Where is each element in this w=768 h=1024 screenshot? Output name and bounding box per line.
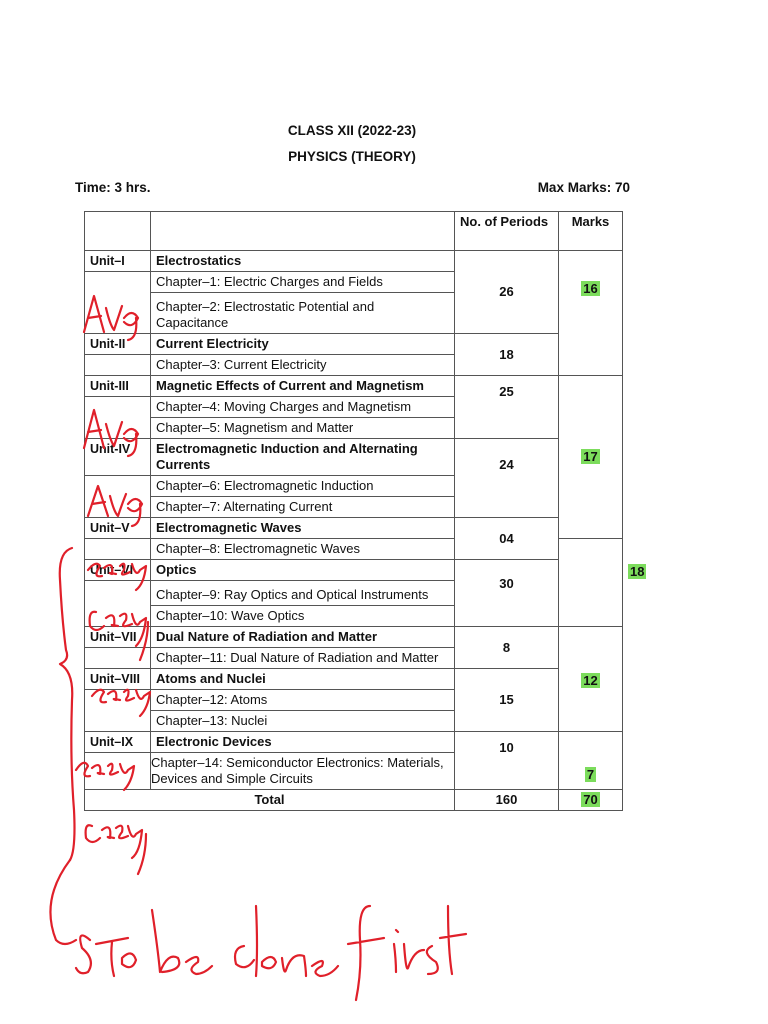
unit-label: Unit–VI bbox=[85, 560, 151, 581]
blank-cell bbox=[85, 581, 151, 627]
marks-value: 17 bbox=[583, 449, 598, 464]
table-row bbox=[85, 732, 623, 753]
marks-value: 12 bbox=[583, 673, 598, 688]
unit-title: Dual Nature of Radiation and Matter bbox=[151, 627, 455, 648]
periods-cell: 15 bbox=[455, 669, 559, 732]
unit-title: Atoms and Nuclei bbox=[151, 669, 455, 690]
blank-cell bbox=[85, 648, 151, 669]
time-label: Time: 3 hrs. bbox=[75, 180, 151, 195]
periods-cell: 04 bbox=[455, 518, 559, 560]
chapter-cell: Chapter–2: Electrostatic Potential and Capacitance bbox=[151, 293, 455, 334]
blank-cell bbox=[85, 272, 151, 334]
unit-label: Unit–V bbox=[85, 518, 151, 539]
brace-mark bbox=[60, 548, 75, 860]
periods-cell: 10 bbox=[455, 732, 559, 790]
chapter-cell: Chapter–7: Alternating Current bbox=[151, 497, 455, 518]
marks-value: 16 bbox=[583, 281, 598, 296]
marks-cell bbox=[559, 251, 623, 376]
chapter-cell: Chapter–14: Semiconductor Electronics: Materials, Devices and Simple Circuits bbox=[151, 753, 455, 790]
chapter-cell: Chapter–13: Nuclei bbox=[151, 711, 455, 732]
chapter-cell: Chapter–9: Ray Optics and Optical Instruments bbox=[151, 581, 455, 606]
table-row bbox=[85, 518, 623, 539]
header-blank-cell bbox=[151, 212, 455, 251]
blank-cell bbox=[85, 476, 151, 518]
unit-label: Unit–VIII bbox=[85, 669, 151, 690]
periods-cell: 8 bbox=[455, 627, 559, 669]
unit-label: Unit–I bbox=[85, 251, 151, 272]
unit-title: Electromagnetic Waves bbox=[151, 518, 455, 539]
periods-cell: 25 bbox=[455, 376, 559, 439]
unit-label: Unit-II bbox=[85, 334, 151, 355]
total-marks-cell bbox=[559, 790, 623, 811]
periods-cell: 30 bbox=[455, 560, 559, 627]
marks-cell bbox=[559, 376, 623, 539]
table-row bbox=[85, 560, 623, 581]
blank-cell bbox=[85, 355, 151, 376]
blank-cell bbox=[85, 397, 151, 439]
max-marks-label: Max Marks: 70 bbox=[537, 180, 630, 195]
subject-title: PHYSICS (THEORY) bbox=[288, 149, 416, 164]
arrow-mark bbox=[50, 860, 76, 944]
unit-label: Unit–VII bbox=[85, 627, 151, 648]
unit-label: Unit-III bbox=[85, 376, 151, 397]
unit-title: Electrostatics bbox=[151, 251, 455, 272]
chapter-cell: Chapter–12: Atoms bbox=[151, 690, 455, 711]
syllabus-table bbox=[84, 211, 645, 811]
marks-cell bbox=[559, 732, 623, 790]
total-row bbox=[85, 790, 623, 811]
note-annotation bbox=[76, 906, 466, 1000]
marks-header: Marks bbox=[559, 212, 623, 251]
unit-title: Electronic Devices bbox=[151, 732, 455, 753]
blank-cell bbox=[85, 539, 151, 560]
chapter-cell: Chapter–8: Electromagnetic Waves bbox=[151, 539, 455, 560]
easy-annotation bbox=[86, 825, 146, 874]
unit-title: Electromagnetic Induction and Alternating Currents bbox=[151, 439, 455, 476]
unit-label: Unit-IV bbox=[85, 439, 151, 476]
unit-title: Magnetic Effects of Current and Magnetism bbox=[151, 376, 455, 397]
marks-cell bbox=[559, 627, 623, 732]
marks-value: 18 bbox=[630, 564, 645, 579]
class-title: CLASS XII (2022-23) bbox=[287, 123, 417, 138]
periods-cell: 18 bbox=[455, 334, 559, 376]
unit-title: Optics bbox=[151, 560, 455, 581]
table-header-row bbox=[85, 212, 623, 251]
table-row bbox=[85, 669, 623, 690]
periods-header: No. of Periods bbox=[455, 212, 559, 251]
chapter-cell: Chapter–11: Dual Nature of Radiation and Matter bbox=[151, 648, 455, 669]
chapter-cell: Chapter–6: Electromagnetic Induction bbox=[151, 476, 455, 497]
chapter-cell: Chapter–10: Wave Optics bbox=[151, 606, 455, 627]
total-marks-value: 70 bbox=[583, 792, 598, 807]
header-blank-cell bbox=[85, 212, 151, 251]
table-row bbox=[85, 251, 623, 272]
chapter-cell: Chapter–1: Electric Charges and Fields bbox=[151, 272, 455, 293]
total-periods: 160 bbox=[455, 790, 559, 811]
chapter-cell: Chapter–3: Current Electricity bbox=[151, 355, 455, 376]
table-row bbox=[85, 439, 623, 476]
table-row bbox=[85, 334, 623, 355]
table-row bbox=[85, 627, 623, 648]
total-label: Total bbox=[85, 790, 455, 811]
unit-title: Current Electricity bbox=[151, 334, 455, 355]
table-row bbox=[85, 376, 623, 397]
chapter-cell: Chapter–5: Magnetism and Matter bbox=[151, 418, 455, 439]
chapter-cell: Chapter–4: Moving Charges and Magnetism bbox=[151, 397, 455, 418]
blank-cell bbox=[85, 690, 151, 732]
marks-value: 7 bbox=[586, 767, 595, 782]
periods-cell: 26 bbox=[455, 251, 559, 334]
blank-cell bbox=[85, 753, 151, 790]
unit-label: Unit–IX bbox=[85, 732, 151, 753]
periods-cell: 24 bbox=[455, 439, 559, 518]
